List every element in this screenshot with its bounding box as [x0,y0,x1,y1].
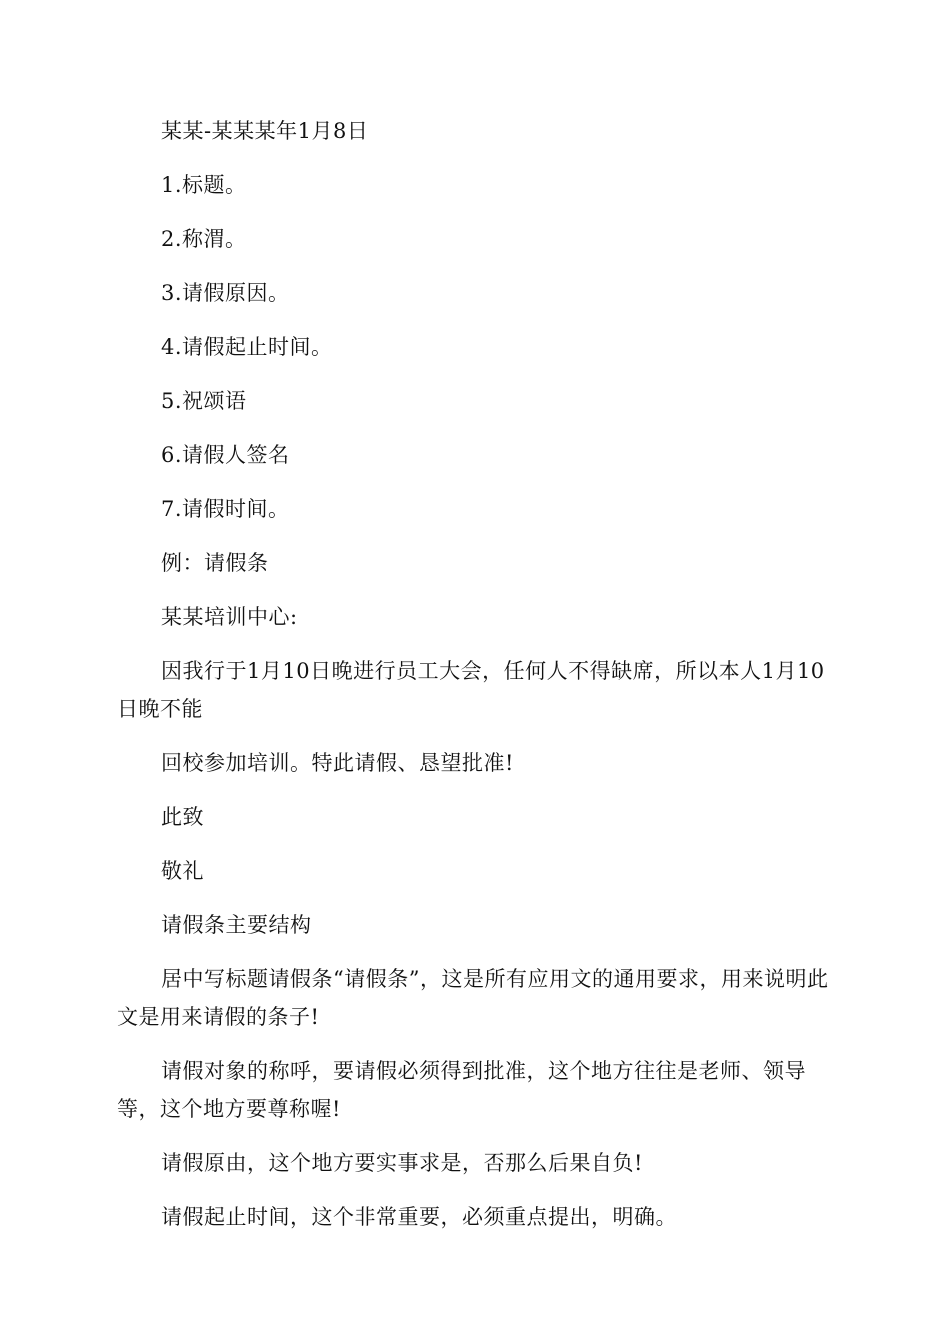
structure-salutation-paragraph: 请假对象的称呼，要请假必须得到批准，这个地方往往是老师、领导等，这个地方要尊称喔! [117,1059,806,1121]
list-item-date: 7.请假时间。 [161,497,290,521]
list-item-reason: 3.请假原因。 [161,281,290,305]
date-line: 某某-某某某年1月8日 [161,119,369,143]
list-item-title: 1.标题。 [161,173,247,197]
example-body-continued: 回校参加培训。特此请假、恳望批准! [161,751,514,775]
structure-reason-paragraph: 请假原由，这个地方要实事求是，否那么后果自负! [161,1151,643,1175]
example-heading: 例：请假条 [161,551,269,575]
document-page [117,112,833,1252]
closing-line-1: 此致 [161,805,204,829]
list-item-greeting: 5.祝颂语 [161,389,247,413]
closing-line-2: 敬礼 [161,859,204,883]
structure-period-paragraph: 请假起止时间，这个非常重要，必须重点提出，明确。 [161,1205,677,1229]
example-recipient: 某某培训中心: [161,605,298,629]
example-body: 因我行于1月10日晚进行员工大会，任何人不得缺席，所以本人1月10日晚不能 [117,659,825,721]
structure-title-paragraph: 居中写标题请假条“请假条”，这是所有应用文的通用要求，用来说明此文是用来请假的条子! [117,967,829,1029]
list-item-salutation: 2.称渭。 [161,227,247,251]
list-item-signature: 6.请假人签名 [161,443,290,467]
list-item-period: 4.请假起止时间。 [161,335,333,359]
section-heading-structure: 请假条主要结构 [161,913,312,937]
